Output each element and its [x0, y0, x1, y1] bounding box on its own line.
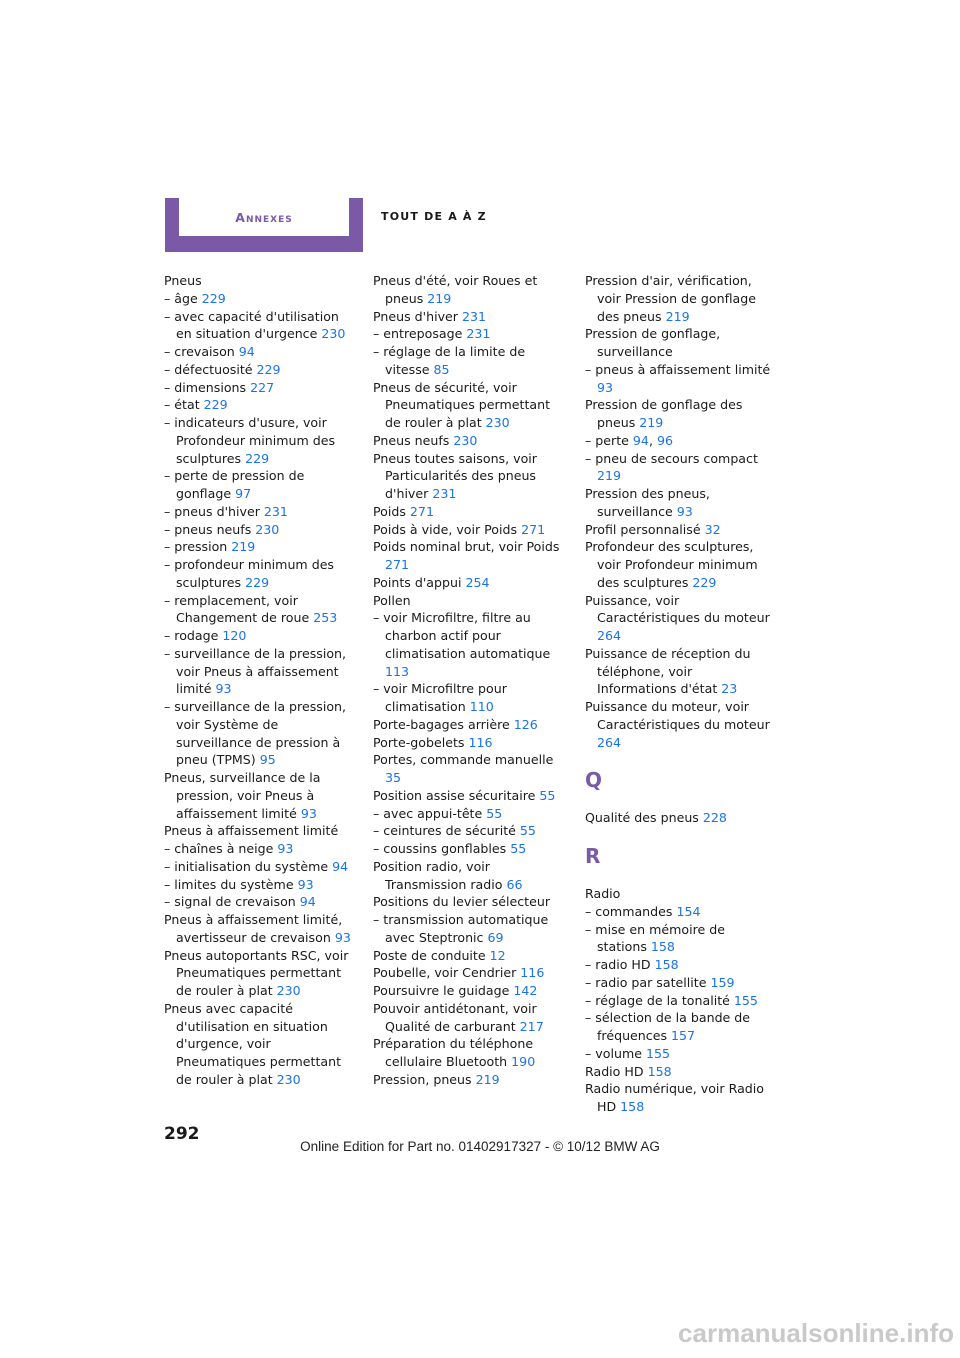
chapter-tab-inner — [179, 198, 349, 236]
index-column-2 — [373, 272, 563, 1089]
page-link[interactable]: 32 — [704, 521, 721, 537]
page-link[interactable]: 94 — [332, 858, 349, 874]
page-link[interactable]: 158 — [647, 1063, 672, 1079]
index-entry — [373, 1035, 563, 1071]
index-entry-text: Pneus d'été, voir Roues et pneus — [373, 273, 538, 306]
page-link[interactable]: 12 — [489, 947, 506, 963]
index-entry-text: Pneus — [164, 273, 202, 288]
index-entry — [585, 698, 775, 751]
index-entry-text: Poids — [373, 503, 410, 519]
page-link[interactable]: 35 — [385, 770, 402, 785]
page-link[interactable]: 113 — [385, 663, 410, 679]
page-link[interactable]: 55 — [539, 787, 556, 803]
index-entry — [585, 1009, 775, 1045]
page-link[interactable]: 230 — [276, 1071, 301, 1087]
page-link[interactable]: 271 — [409, 503, 434, 519]
index-entry — [373, 1071, 563, 1089]
index-entry-text: Pneus autoportants RSC, voir Pneumatiques permettant de rouler à plat — [164, 947, 349, 998]
page-link[interactable]: 254 — [465, 574, 490, 590]
watermark: carmanualsonline.info — [678, 1318, 954, 1348]
index-entry — [164, 521, 354, 539]
index-entry — [373, 947, 563, 965]
page-link[interactable]: 93 — [334, 929, 351, 945]
page-link[interactable]: 159 — [710, 974, 735, 990]
index-entry-text: Radio HD — [585, 1063, 648, 1079]
page-link[interactable]: 69 — [487, 929, 504, 945]
page-link[interactable]: 231 — [461, 308, 487, 324]
index-entry-text: Pneus à affaissement limité, avertisseur de crevaison — [164, 912, 343, 945]
index-entry — [373, 1000, 563, 1036]
index-entry-text: – transmission automatique avec Steptronic — [373, 912, 549, 945]
index-entry-text: Pneus avec capacité d'utilisation en situation d'urgence, voir Pneumatiques permettant de rouler à plat — [164, 1000, 342, 1087]
index-entry-text: – pneus d'hiver — [164, 503, 264, 519]
page-link[interactable]: 94 — [238, 344, 255, 359]
index-entry — [585, 396, 775, 432]
index-entry — [373, 751, 563, 787]
page-link[interactable]: 264 — [597, 734, 622, 750]
index-entry-text: – état — [164, 397, 204, 413]
index-entry — [164, 1000, 354, 1089]
index-entry: – perte 94, 96 — [585, 432, 673, 448]
page-link[interactable]: 96 — [656, 432, 673, 448]
index-entry-text: Radio numérique, voir Radio HD — [585, 1081, 765, 1114]
index-entry-text: – radio HD — [585, 957, 655, 972]
index-entry-text: Pollen — [373, 592, 411, 608]
index-entry-text: Pression d'air, vérification, voir Pression de gonflage des pneus — [585, 273, 756, 324]
index-entry — [373, 521, 563, 539]
page-link[interactable]: 93 — [676, 503, 693, 519]
index-entry — [373, 432, 563, 450]
index-entry-text: Poste de conduite — [373, 947, 490, 963]
index-entry — [164, 467, 354, 503]
index-entry — [373, 893, 563, 911]
index-entry — [585, 1063, 775, 1081]
page-link[interactable]: 219 — [597, 468, 622, 484]
index-entry-text: Pression des pneus, surveillance — [585, 486, 710, 519]
page-link[interactable]: 229 — [203, 397, 228, 413]
index-letter-heading: R — [585, 844, 601, 868]
index-entry — [373, 325, 563, 343]
index-entry — [164, 822, 354, 840]
index-entry-text: – signal de crevaison — [164, 894, 300, 910]
index-entry-text: – crevaison — [164, 344, 239, 359]
page-number: 292 — [164, 1124, 200, 1144]
index-entry-text: Pneus de sécurité, voir Pneumatiques permettant de rouler à plat — [373, 379, 551, 430]
page-link[interactable]: 55 — [510, 841, 527, 856]
index-entry-text: – surveillance de la pression, voir Pneus à affaissement limité — [164, 645, 347, 697]
index-entry — [164, 876, 354, 894]
index-entry-text: Pneus à affaissement limité — [164, 823, 339, 839]
index-entry — [585, 921, 775, 957]
index-entry — [373, 805, 563, 823]
index-entry — [164, 627, 354, 645]
page-link[interactable]: 116 — [520, 965, 545, 981]
page-link[interactable]: 66 — [506, 876, 523, 892]
index-entry — [373, 911, 563, 947]
index-entry-text: Profil personnalisé — [585, 521, 705, 537]
index-entry — [585, 1045, 775, 1063]
page-link[interactable]: 229 — [245, 574, 270, 590]
index-entry-text: – profondeur minimum des sculptures — [164, 557, 334, 590]
index-entry-text: – limites du système — [164, 876, 298, 892]
index-entry — [373, 734, 563, 752]
page-link[interactable]: 110 — [469, 699, 494, 714]
index-entry-text: Poursuivre le guidage — [373, 983, 514, 998]
index-entry-text: – volume — [585, 1045, 646, 1061]
index-entry-text: Pression de gonflage des pneus — [585, 397, 743, 430]
index-entry — [373, 680, 563, 716]
index-entry-text: – initialisation du système — [164, 858, 333, 874]
index-entry-text: Qualité des pneus — [585, 810, 703, 826]
index-entry — [373, 982, 563, 1000]
index-entry-text: – voir Microfiltre pour climatisation — [373, 681, 507, 714]
index-entry-text: – radio par satellite — [585, 974, 711, 990]
page-link[interactable]: 228 — [702, 810, 727, 826]
index-entry-text: Pouvoir antidétonant, voir Qualité de carburant — [373, 1000, 537, 1034]
index-entry — [585, 903, 775, 921]
index-entry — [373, 858, 563, 894]
index-entry — [585, 1080, 775, 1116]
index-entry-text: Pneus toutes saisons, voir Particularités des pneus d'hiver — [373, 450, 537, 501]
index-entry — [164, 414, 354, 467]
page-link[interactable]: 227 — [250, 379, 275, 395]
page-link[interactable]: 93 — [277, 841, 294, 856]
section-title: TOUT DE A À Z — [381, 210, 487, 223]
page-link[interactable]: 271 — [521, 521, 546, 537]
index-entry-text: – perte — [585, 432, 633, 448]
index-entry — [164, 858, 354, 876]
index-entry — [585, 361, 775, 397]
index-entry-text: – ceintures de sécurité — [373, 823, 520, 839]
index-column-3 — [585, 272, 775, 1116]
page-link[interactable]: 219 — [231, 539, 256, 555]
index-column-1 — [164, 272, 354, 1089]
index-entry — [585, 538, 775, 591]
index-entry — [164, 698, 354, 769]
index-entry-text: Pression de gonflage, surveillance — [585, 326, 721, 359]
page-link[interactable]: 95 — [259, 752, 276, 768]
index-entry — [585, 521, 775, 539]
index-entry — [585, 956, 775, 974]
index-entry-text: – réglage de la limite de vitesse — [373, 344, 526, 377]
index-entry — [585, 485, 775, 521]
page-link[interactable]: 155 — [645, 1045, 671, 1061]
index-entry-text: Porte-gobelets — [373, 734, 469, 750]
index-entry-text: Puissance, voir Caractéristiques du moteur — [585, 592, 770, 626]
index-entry-text: – pneu de secours compact — [585, 450, 758, 466]
index-entry-text: Puissance du moteur, voir Caractéristiques du moteur — [585, 699, 770, 732]
page-link[interactable]: 97 — [235, 486, 252, 501]
index-entry — [373, 592, 563, 610]
index-entry-text: Position radio, voir Transmission radio — [373, 858, 507, 892]
index-entry — [585, 592, 775, 645]
index-entry-text: Position assise sécuritaire — [373, 787, 540, 803]
page-link[interactable]: 271 — [385, 557, 410, 572]
index-entry-text: – voir Microfiltre, filtre au charbon actif pour climatisation automatique — [373, 610, 551, 661]
page-link[interactable]: 231 — [432, 486, 457, 501]
index-entry-text: – remplacement, voir Changement de roue — [164, 592, 314, 626]
index-entry-text: – entreposage — [373, 326, 467, 342]
index-entry — [164, 272, 354, 290]
index-entry-text: Poubelle, voir Cendrier — [373, 965, 521, 981]
page-link[interactable]: 94 — [299, 894, 316, 910]
index-entry-text: Positions du levier sélecteur — [373, 894, 551, 910]
index-entry-text: – pneus neufs — [164, 521, 256, 537]
index-entry — [585, 885, 775, 903]
page-link[interactable]: 229 — [245, 450, 270, 466]
index-entry-text: – commandes — [585, 903, 677, 919]
chapter-tab-label: Annexes — [235, 209, 293, 225]
index-entry-text: Pneus d'hiver — [373, 308, 462, 324]
chapter-tab — [165, 198, 363, 252]
page-link[interactable]: 155 — [733, 992, 758, 1008]
index-entry-text: Puissance de réception du téléphone, voir Informations d'état — [585, 645, 751, 697]
index-entry — [585, 325, 775, 361]
index-entry-text: – âge — [164, 290, 202, 306]
index-entry — [373, 272, 563, 308]
page-link[interactable]: 230 — [321, 326, 346, 342]
index-entry — [164, 592, 354, 628]
index-entry — [164, 556, 354, 592]
index-entry-text: – réglage de la tonalité — [585, 992, 734, 1008]
index-entry-text: Poids à vide, voir Poids — [373, 521, 522, 537]
index-entry-text: – coussins gonflables — [373, 841, 511, 856]
page-link[interactable]: 230 — [276, 983, 301, 998]
footer-edition-note: Online Edition for Part no. 01402917327 - © 10/12 BMW AG — [300, 1139, 660, 1154]
page-link[interactable]: 219 — [475, 1071, 500, 1087]
index-entry — [164, 947, 354, 1000]
index-entry — [373, 503, 563, 521]
page-link[interactable]: 93 — [215, 681, 232, 697]
page-link[interactable]: 253 — [313, 610, 338, 626]
index-entry — [164, 343, 354, 361]
page-link[interactable]: 23 — [721, 681, 738, 697]
index-entry — [585, 992, 775, 1010]
index-entry-text: – indicateurs d'usure, voir Profondeur minimum des sculptures — [164, 415, 336, 466]
page-link[interactable]: 85 — [433, 361, 450, 377]
page-link[interactable]: 126 — [513, 716, 538, 732]
index-entry-text: – pneus à affaissement limité — [585, 361, 771, 377]
page-link[interactable]: 158 — [654, 957, 679, 972]
index-entry — [164, 290, 354, 308]
index-entry-text: Porte-bagages arrière — [373, 716, 514, 732]
index-entry-text: – avec appui-tête — [373, 805, 487, 821]
index-entry-text: Pneus, surveillance de la pression, voir Pneus à affaissement limité — [164, 770, 321, 821]
page-link[interactable]: 229 — [692, 574, 717, 590]
page-link[interactable]: 120 — [222, 628, 247, 643]
index-entry — [585, 645, 775, 698]
index-entry — [373, 574, 563, 592]
page-link[interactable]: 229 — [256, 361, 281, 377]
index-entry — [373, 343, 563, 379]
index-entry — [164, 893, 354, 911]
index-entry — [585, 809, 775, 827]
index-entry — [164, 769, 354, 822]
index-entry-text: – dimensions — [164, 379, 251, 395]
index-entry — [585, 450, 775, 486]
index-entry-text: – mise en mémoire de stations — [585, 921, 725, 955]
page-link[interactable]: 230 — [485, 415, 510, 430]
index-entry-text: – défectuosité — [164, 361, 257, 377]
page-link[interactable]: 93 — [597, 379, 614, 395]
index-entry-text: Préparation du téléphone cellulaire Bluetooth — [373, 1036, 534, 1069]
index-entry — [585, 272, 775, 325]
page-link[interactable]: 158 — [620, 1099, 645, 1114]
index-entry — [164, 840, 354, 858]
index-entry — [373, 840, 563, 858]
index-entry-text: – sélection de la bande de fréquences — [585, 1010, 751, 1043]
index-entry — [164, 308, 354, 344]
page-link[interactable]: 93 — [300, 805, 317, 821]
index-entry — [164, 379, 354, 397]
index-entry-text: – surveillance de la pression, voir Système de surveillance de pression à pneu (TPMS) — [164, 699, 347, 768]
page-link[interactable]: 219 — [427, 290, 452, 306]
page-link[interactable]: 231 — [263, 503, 288, 519]
index-entry-text: Profondeur des sculptures, voir Profondeur minimum des sculptures — [585, 539, 758, 590]
page-link[interactable]: 264 — [597, 628, 622, 643]
page-link[interactable]: 158 — [650, 939, 675, 955]
page-link[interactable]: 55 — [519, 823, 536, 839]
index-entry-text: Radio — [585, 886, 621, 901]
index-entry — [164, 911, 354, 947]
page-link[interactable]: 229 — [201, 290, 226, 306]
page-link[interactable]: 231 — [466, 326, 491, 342]
page-link[interactable]: 219 — [639, 415, 664, 430]
page-link[interactable]: 116 — [468, 734, 493, 750]
index-entry-text: Points d'appui — [373, 574, 466, 590]
index-entry — [585, 974, 775, 992]
index-entry-text: – perte de pression de gonflage — [164, 468, 305, 501]
page-link[interactable]: 55 — [486, 805, 503, 821]
page-link[interactable]: 94 — [632, 432, 649, 448]
index-entry — [164, 645, 354, 698]
page-link[interactable]: 93 — [297, 876, 314, 892]
page-link[interactable]: 154 — [676, 903, 701, 919]
index-entry-text: – rodage — [164, 628, 223, 643]
page-link[interactable]: 230 — [453, 432, 478, 448]
index-entry — [373, 538, 563, 574]
index-entry — [164, 503, 354, 521]
index-entry — [164, 396, 354, 414]
index-entry — [373, 609, 563, 680]
index-entry-text: Pneus neufs — [373, 432, 454, 448]
index-entry — [164, 538, 354, 556]
index-entry-text: – pression — [164, 539, 232, 555]
page-link[interactable]: 219 — [665, 308, 690, 324]
index-entry-text: Poids nominal brut, voir Poids — [373, 539, 560, 555]
index-entry — [373, 964, 563, 982]
index-entry-text: Pression, pneus — [373, 1071, 476, 1087]
page-link[interactable]: 190 — [511, 1054, 536, 1069]
index-entry — [373, 308, 563, 326]
index-entry — [373, 787, 563, 805]
index-entry — [164, 361, 354, 379]
index-entry — [373, 716, 563, 734]
index-letter-heading: Q — [585, 768, 603, 793]
index-entry-text: – chaînes à neige — [164, 841, 278, 856]
page-link[interactable]: 230 — [255, 521, 280, 537]
index-entry — [373, 450, 563, 503]
index-entry-text: – avec capacité d'utilisation en situation d'urgence — [164, 308, 339, 342]
index-entry-text: Portes, commande manuelle — [373, 752, 554, 768]
index-entry — [373, 822, 563, 840]
index-entry — [373, 379, 563, 432]
page-link[interactable]: 157 — [671, 1028, 696, 1043]
page-link[interactable]: 142 — [513, 983, 538, 998]
page-link[interactable]: 217 — [519, 1018, 544, 1034]
